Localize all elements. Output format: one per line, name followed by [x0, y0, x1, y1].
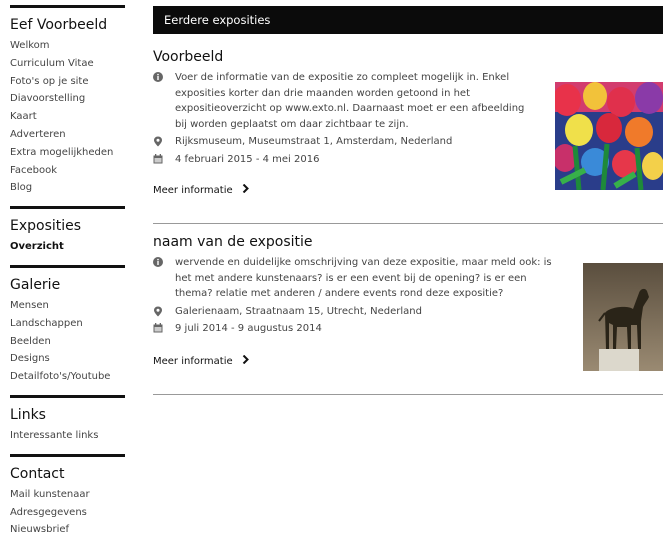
sidebar-item-interessante-links[interactable]: Interessante links	[10, 429, 99, 441]
info-icon	[153, 257, 163, 267]
sidebar-item-mail-kunstenaar[interactable]: Mail kunstenaar	[10, 488, 90, 500]
sidebar-group-eef-voorbeeld	[10, 5, 125, 197]
sidebar-group-title: Eef Voorbeeld	[10, 17, 108, 33]
sidebar-group-links	[10, 395, 125, 445]
more-info-link[interactable]	[153, 184, 249, 196]
sidebar-group-title: Exposities	[10, 218, 82, 235]
sidebar-item-beelden[interactable]: Beelden	[10, 335, 51, 347]
calendar-icon	[153, 323, 163, 333]
exposition-image-sculpture[interactable]	[583, 263, 663, 371]
exposition-location	[153, 134, 533, 150]
map-pin-icon	[153, 306, 163, 316]
exposition-location-text: Rijksmuseum, Museumstraat 1, Amsterdam, Nederland	[175, 136, 453, 148]
sidebar-item-nieuwsbrief[interactable]: Nieuwsbrief	[10, 524, 70, 536]
exposition-title[interactable]: Voorbeeld	[153, 49, 224, 65]
exposition-description	[153, 70, 533, 132]
sidebar	[10, 5, 125, 548]
exposition-description-text: wervende en duidelijke omschrijving van deze expositie, maar meld ook: is het met andere kunstenaars? is er een event bij de opening? is er een thema? relatie met anderen / andere events rond deze expositie?	[175, 257, 552, 300]
more-info-label: Meer informatie	[153, 185, 233, 196]
chevron-right-icon	[242, 355, 249, 367]
sidebar-group-title: Galerie	[10, 276, 61, 293]
sidebar-item-diavoorstelling[interactable]: Diavoorstelling	[10, 93, 86, 105]
sidebar-group-contact	[10, 454, 125, 539]
sidebar-item-curriculum-vitae[interactable]: Curriculum Vitae	[10, 57, 94, 69]
main-content	[153, 6, 663, 395]
sidebar-group-title: Links	[10, 406, 46, 423]
exposition-dates-text: 4 februari 2015 - 4 mei 2016	[175, 153, 320, 165]
chevron-right-icon	[242, 184, 249, 196]
sidebar-item-extra-mogelijkheden[interactable]: Extra mogelijkheden	[10, 146, 114, 158]
exposition-description-text: Voer de informatie van de expositie zo compleet mogelijk in. Enkel exposities korter dan drie maanden worden getoond in het expositieoverzicht op www.exto.nl. Daarnaast moet er een afbeelding bij worden geplaatst om daar zichtbaar te zijn.	[175, 72, 525, 130]
sidebar-item-facebook[interactable]: Facebook	[10, 164, 57, 176]
sidebar-item-adverteren[interactable]: Adverteren	[10, 128, 66, 140]
sidebar-group-exposities	[10, 206, 125, 256]
sidebar-group-title: Contact	[10, 465, 65, 482]
sidebar-group-galerie	[10, 265, 125, 386]
exposition-dates	[153, 152, 533, 168]
more-info-link[interactable]	[153, 355, 249, 367]
exposition-item	[153, 48, 663, 224]
sidebar-item-landschappen[interactable]: Landschappen	[10, 317, 83, 329]
exposition-dates	[153, 321, 558, 337]
exposition-title[interactable]: naam van de expositie	[153, 234, 313, 250]
sidebar-item-mensen[interactable]: Mensen	[10, 299, 49, 311]
exposition-location-text: Galerienaam, Straatnaam 15, Utrecht, Nederland	[175, 305, 422, 317]
exposition-location	[153, 304, 558, 320]
sidebar-item-adresgegevens[interactable]: Adresgegevens	[10, 506, 87, 518]
map-pin-icon	[153, 136, 163, 146]
sidebar-item-fotos-op-je-site[interactable]: Foto's op je site	[10, 75, 89, 87]
exposition-item	[153, 233, 663, 395]
sidebar-item-welkom[interactable]: Welkom	[10, 40, 50, 51]
exposition-image-tulips[interactable]	[555, 82, 663, 190]
section-header: Eerdere exposities	[153, 6, 663, 34]
exposition-description	[153, 255, 558, 302]
sidebar-item-kaart[interactable]: Kaart	[10, 111, 37, 123]
exposition-dates-text: 9 juli 2014 - 9 augustus 2014	[175, 323, 322, 335]
calendar-icon	[153, 154, 163, 164]
more-info-label: Meer informatie	[153, 356, 233, 367]
sidebar-item-blog[interactable]: Blog	[10, 182, 33, 194]
sidebar-item-detailfotos-youtube[interactable]: Detailfoto's/Youtube	[10, 371, 111, 383]
info-icon	[153, 72, 163, 82]
sidebar-item-overzicht[interactable]: Overzicht	[10, 241, 64, 253]
sidebar-item-designs[interactable]: Designs	[10, 353, 50, 365]
